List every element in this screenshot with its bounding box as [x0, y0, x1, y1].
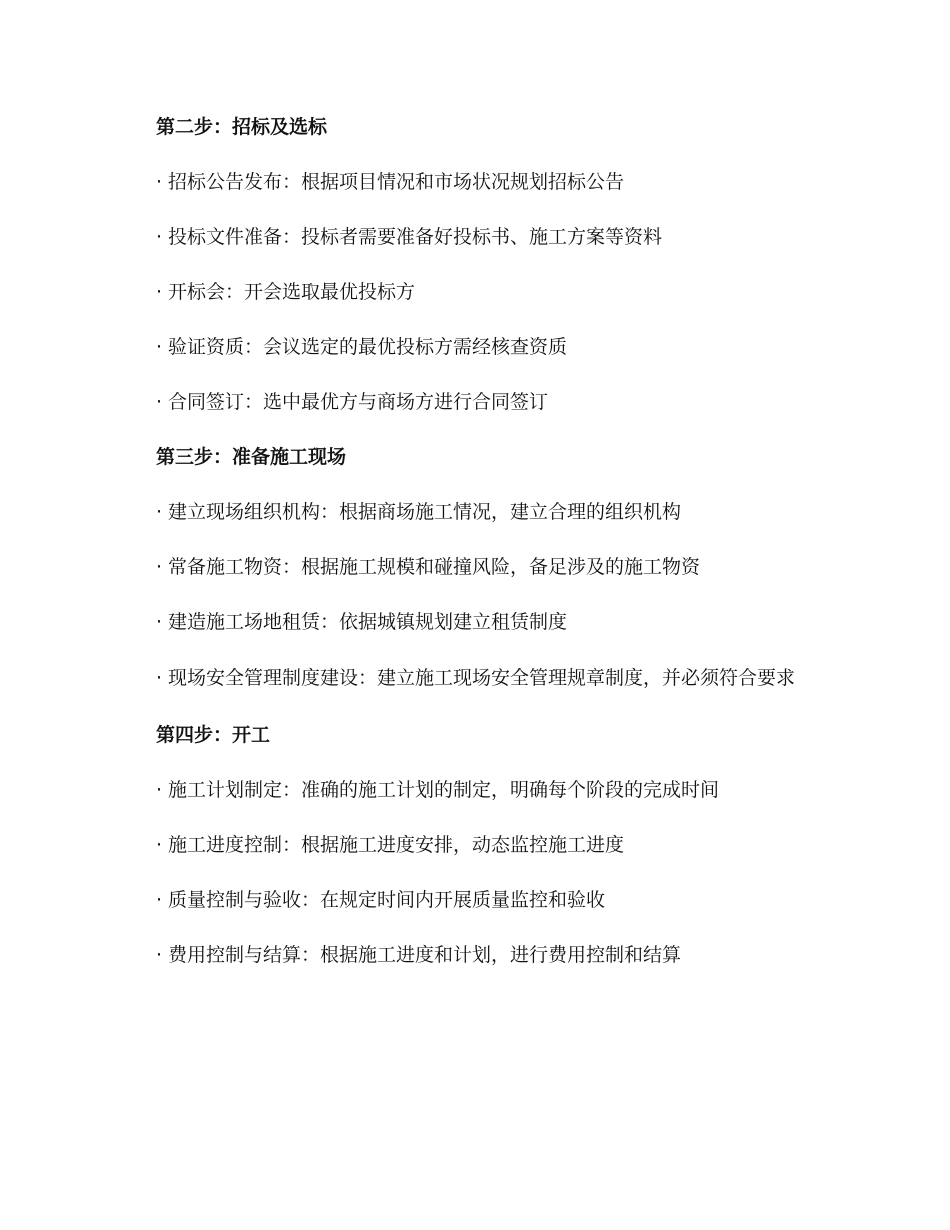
list-item: · 常备施工物资：根据施工规模和碰撞风险，备足涉及的施工物资	[113, 548, 828, 586]
section-heading-step-2: 第二步：招标及选标	[156, 116, 328, 138]
list-item: · 开标会：开会选取最优投标方	[113, 273, 828, 311]
bullet: ·	[156, 779, 163, 801]
list-item: · 建造施工场地租赁：依据城镇规划建立租赁制度	[113, 603, 828, 641]
bullet: ·	[156, 889, 163, 911]
bullet: ·	[156, 226, 163, 248]
section-heading-step-4: 第四步：开工	[156, 724, 271, 746]
list-item: · 合同签订：选中最优方与商场方进行合同签订	[113, 383, 828, 421]
list-item: · 施工进度控制：根据施工进度安排，动态监控施工进度	[113, 826, 828, 864]
list-item: · 招标公告发布：根据项目情况和市场状况规划招标公告	[113, 163, 828, 201]
bullet: ·	[156, 611, 163, 633]
list-item: · 投标文件准备：投标者需要准备好投标书、施工方案等资料	[113, 218, 828, 256]
list-item: · 现场安全管理制度建设：建立施工现场安全管理规章制度，并必须符合要求	[113, 658, 828, 699]
list-item: · 建立现场组织机构：根据商场施工情况，建立合理的组织机构	[113, 493, 828, 531]
list-item: · 验证资质：会议选定的最优投标方需经核查资质	[113, 328, 828, 366]
bullet: ·	[156, 336, 163, 358]
list-item: · 施工计划制定：准确的施工计划的制定，明确每个阶段的完成时间	[113, 771, 828, 809]
bullet: ·	[156, 834, 163, 856]
bullet: ·	[156, 667, 163, 689]
bullet: ·	[156, 501, 163, 523]
list-item: · 质量控制与验收：在规定时间内开展质量监控和验收	[113, 881, 828, 919]
section-heading-step-3: 第三步：准备施工现场	[156, 446, 347, 468]
bullet: ·	[156, 171, 163, 193]
document-page	[113, 108, 828, 991]
bullet: ·	[156, 944, 163, 966]
bullet: ·	[156, 391, 163, 413]
bullet: ·	[156, 281, 163, 303]
bullet: ·	[156, 556, 163, 578]
list-item: · 费用控制与结算：根据施工进度和计划，进行费用控制和结算	[113, 936, 828, 974]
